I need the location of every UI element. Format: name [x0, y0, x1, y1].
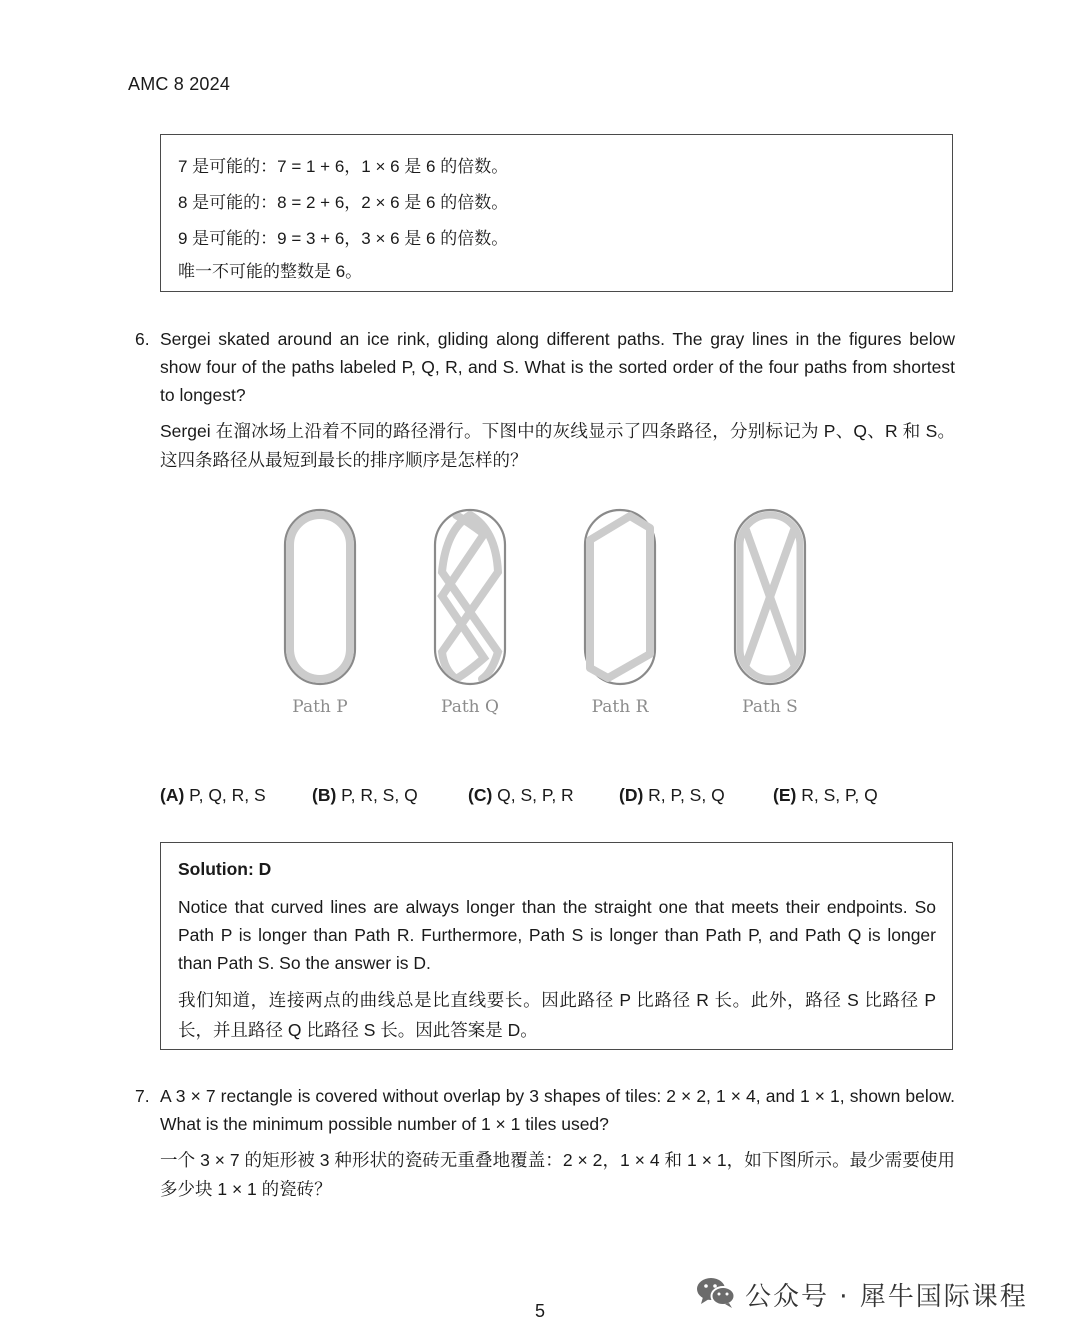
- path-p-diagram: [285, 510, 355, 684]
- choice-letter: (A): [160, 785, 185, 805]
- path-r-diagram: [585, 510, 655, 684]
- question-text-zh: 一个 3 × 7 的矩形被 3 种形状的瓷砖无重叠地覆盖：2 × 2，1 × 4 和 1 × 1，如下图所示。最少需要使用多少块 1 × 1 的瓷砖？: [160, 1150, 955, 1199]
- choice-d[interactable]: [619, 785, 725, 806]
- choice-letter: (D): [619, 785, 644, 805]
- answer-choices: [160, 785, 960, 811]
- choice-e[interactable]: [773, 785, 878, 806]
- question-number: 6.: [135, 329, 150, 349]
- question-text-en: A 3 × 7 rectangle is covered without overlap by 3 shapes of tiles: 2 × 2, 1 × 4, and 1 × 1, shown below. What is the minimum possible number of 1 × 1 tiles used?: [160, 1086, 955, 1134]
- page-header: AMC 8 2024: [128, 74, 231, 94]
- paths-figure: [270, 500, 830, 730]
- solution-line: 唯一不可能的整数是 6。: [178, 262, 363, 281]
- question-text-en: Sergei skated around an ice rink, gliding along different paths. The gray lines in the figures below show four of the paths labeled P, Q, R, and S. What is the sorted order of the four paths from shortest to longest?: [160, 329, 955, 405]
- path-s-diagram: [735, 510, 805, 684]
- page-number: 5: [534, 1301, 545, 1321]
- path-q-diagram: [435, 510, 505, 684]
- solution-text-en: Notice that curved lines are always longer than the straight one that meets their endpoints. So Path P is longer than Path R. Furthermore, Path S is longer than Path P, and Path Q is longer than Path S. So the answer is D.: [178, 897, 936, 973]
- choice-letter: (E): [773, 785, 797, 805]
- choice-c[interactable]: [468, 785, 574, 806]
- choice-text: Q, S, P, R: [497, 785, 574, 805]
- figure-label-q: Path Q: [441, 697, 499, 717]
- solution-box: [160, 842, 953, 1050]
- solution-line: 7 是可能的：7 = 1 + 6，1 × 6 是 6 的倍数。: [178, 157, 509, 176]
- choice-text: R, P, S, Q: [648, 785, 725, 805]
- watermark-text: 公众号 · 犀牛国际课程: [745, 1282, 1028, 1312]
- question-6: [135, 325, 955, 475]
- choice-text: R, S, P, Q: [801, 785, 878, 805]
- choice-text: P, Q, R, S: [189, 785, 266, 805]
- path-p-line: [290, 515, 350, 679]
- solution-title: Solution: D: [178, 859, 272, 879]
- rink-outline: [285, 510, 355, 684]
- path-q-line: [442, 515, 498, 679]
- figure-label-s: Path S: [742, 697, 798, 717]
- previous-solution-box: [160, 134, 953, 292]
- solution-line: 9 是可能的：9 = 3 + 6，3 × 6 是 6 的倍数。: [178, 229, 509, 248]
- solution-line: 8 是可能的：8 = 2 + 6，2 × 6 是 6 的倍数。: [178, 193, 509, 212]
- question-text-zh: Sergei 在溜冰场上沿着不同的路径滑行。下图中的灰线显示了四条路径，分别标记为 P、Q、R 和 S。这四条路径从最短到最长的排序顺序是怎样的？: [160, 421, 955, 470]
- choice-b[interactable]: [312, 785, 418, 806]
- choice-letter: (B): [312, 785, 337, 805]
- question-7: [135, 1082, 955, 1204]
- path-r-line: [590, 516, 650, 678]
- question-number: 7.: [135, 1086, 150, 1106]
- choice-a[interactable]: [160, 785, 266, 806]
- choice-text: P, R, S, Q: [341, 785, 418, 805]
- choice-letter: (C): [468, 785, 493, 805]
- solution-text-zh: 我们知道，连接两点的曲线总是比直线要长。因此路径 P 比路径 R 长。此外，路径 S 比路径 P 长，并且路径 Q 比路径 S 长。因此答案是 D。: [178, 990, 936, 1040]
- figure-label-r: Path R: [591, 697, 649, 717]
- figure-label-p: Path P: [292, 697, 348, 717]
